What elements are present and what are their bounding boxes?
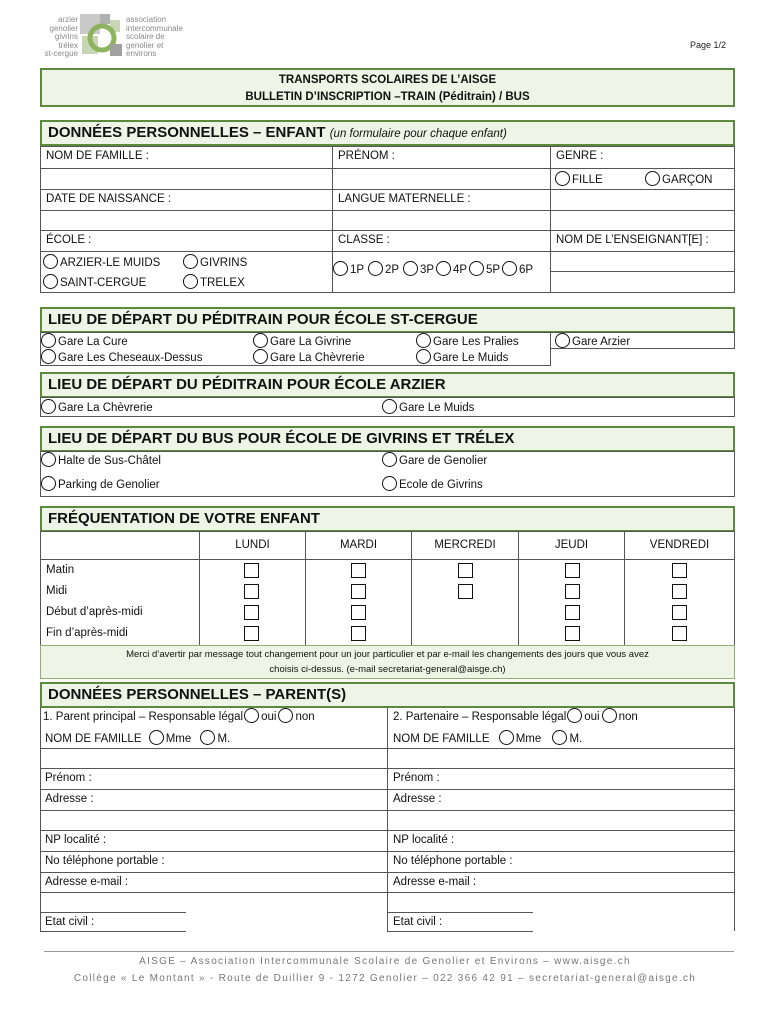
period-label: Midi xyxy=(46,585,68,597)
label: ÉCOLE : xyxy=(46,234,92,246)
radio-label: Gare Arzier xyxy=(572,336,631,348)
stcergue-option-arzier-cell xyxy=(550,332,735,349)
radio-circle-icon[interactable] xyxy=(368,261,383,276)
parent2-adresse[interactable]: Adresse : xyxy=(393,793,442,805)
checkbox-mercredi-midi[interactable] xyxy=(458,584,473,599)
arzier-options xyxy=(40,397,735,417)
checkbox-lundi-matin[interactable] xyxy=(244,563,259,578)
radio-label: Gare La Chèvrerie xyxy=(58,402,153,414)
title-line-2: BULLETIN D’INSCRIPTION –TRAIN (Péditrain) / BUS xyxy=(245,91,530,103)
label: GENRE : xyxy=(556,150,604,162)
radio-label: 6P xyxy=(519,264,534,276)
radio-label: oui xyxy=(584,711,600,723)
day-header: VENDREDI xyxy=(624,531,735,560)
radio-label: Gare Le Muids xyxy=(433,352,509,364)
radio-circle-icon[interactable] xyxy=(41,349,56,364)
parent1-prenom[interactable]: Prénom : xyxy=(45,772,92,784)
radio-gare-de-genolier[interactable] xyxy=(382,452,487,469)
radio-arzier[interactable] xyxy=(43,254,160,271)
radio-halte-sus-chatel[interactable] xyxy=(41,452,161,469)
radio-label: Ecole de Givrins xyxy=(399,479,483,491)
radio-circle-icon[interactable] xyxy=(149,730,164,745)
checkbox-lundi-fin-apres-midi[interactable] xyxy=(244,626,259,641)
checkbox-jeudi-matin[interactable] xyxy=(565,563,580,578)
radio-circle-icon[interactable] xyxy=(552,730,567,745)
radio-label: 4P xyxy=(453,264,468,276)
bus-options xyxy=(40,451,735,497)
radio-circle-icon[interactable] xyxy=(499,730,514,745)
frequency-corner-cell xyxy=(40,531,200,560)
radio-circle-icon[interactable] xyxy=(645,171,660,186)
radio-ecole-givrins[interactable] xyxy=(382,476,483,493)
grid-line xyxy=(518,559,519,646)
checkbox-mardi-midi[interactable] xyxy=(351,584,366,599)
radio-circle-icon[interactable] xyxy=(253,333,268,348)
radio-label: ARZIER-LE MUIDS xyxy=(60,257,161,269)
label: NOM DE FAMILLE : xyxy=(46,150,149,162)
radio-2p[interactable] xyxy=(368,261,399,278)
radio-gare-la-chevrerie[interactable] xyxy=(253,349,365,366)
footer-line-2: Collège « Le Montant » - Route de Duillier 9 - 1272 Genolier – 022 366 42 91 – secretariat-general@aisge.ch xyxy=(73,973,697,984)
radio-label: Gare La Cure xyxy=(58,336,128,348)
label: LANGUE MATERNELLE : xyxy=(338,193,471,205)
section-title: LIEU DE DÉPART DU PÉDITRAIN POUR ÉCOLE ARZIER xyxy=(48,376,446,393)
radio-circle-icon[interactable] xyxy=(555,171,570,186)
input-nom-famille[interactable] xyxy=(40,168,333,190)
label: 1. Parent principal – Responsable légal xyxy=(43,711,244,723)
logo-communes xyxy=(38,16,78,59)
footer-divider xyxy=(44,951,734,952)
radio-3p[interactable] xyxy=(403,261,434,278)
period-label: Fin d’après-midi xyxy=(46,627,128,639)
logo-text: st-cergue xyxy=(44,49,78,58)
radio-circle-icon[interactable] xyxy=(333,261,348,276)
radio-circle-icon[interactable] xyxy=(41,399,56,414)
logo-association xyxy=(126,16,206,59)
radio-circle-icon[interactable] xyxy=(416,333,431,348)
aisge-logo-mark xyxy=(80,14,124,58)
section-frequency-heading xyxy=(40,506,735,532)
radio-circle-icon[interactable] xyxy=(382,399,397,414)
checkbox-mardi-debut-apres-midi[interactable] xyxy=(351,605,366,620)
section-title: DONNÉES PERSONNELLES – ENFANT xyxy=(48,124,326,141)
label: DATE DE NAISSANCE : xyxy=(46,193,172,205)
radio-circle-icon[interactable] xyxy=(183,274,198,289)
section-parents-heading xyxy=(40,682,735,708)
input-date-naissance[interactable] xyxy=(40,210,333,231)
logo-text: givrins xyxy=(54,32,78,41)
genre-options xyxy=(550,168,735,190)
day-header: LUNDI xyxy=(199,531,306,560)
section-arzier-heading xyxy=(40,372,735,398)
radio-label: Gare Le Muids xyxy=(399,402,475,414)
field-ecole-label xyxy=(40,230,333,252)
row-line xyxy=(387,931,533,932)
parents-divider xyxy=(387,707,388,931)
radio-label: M. xyxy=(569,733,583,745)
checkbox-vendredi-matin[interactable] xyxy=(672,563,687,578)
period-labels xyxy=(40,559,200,646)
checkbox-lundi-debut-apres-midi[interactable] xyxy=(244,605,259,620)
radio-circle-icon[interactable] xyxy=(602,708,617,723)
input-prenom[interactable] xyxy=(332,168,551,190)
label: 2. Partenaire – Responsable légal xyxy=(393,711,567,723)
field-genre-label xyxy=(550,146,735,169)
radio-saint-cergue[interactable] xyxy=(43,274,146,291)
radio-label: Gare La Givrine xyxy=(270,336,352,348)
field-date-naissance-label xyxy=(40,189,333,211)
parent2-prenom[interactable]: Prénom : xyxy=(393,772,440,784)
checkbox-mardi-fin-apres-midi[interactable] xyxy=(351,626,366,641)
radio-label: TRELEX xyxy=(200,277,245,289)
radio-label: Parking de Genolier xyxy=(58,479,160,491)
input-enseignant-2[interactable] xyxy=(550,271,735,293)
section-title: LIEU DE DÉPART DU PÉDITRAIN POUR ÉCOLE ST-CERGUE xyxy=(48,311,478,328)
checkbox-mardi-matin[interactable] xyxy=(351,563,366,578)
radio-label: Mme xyxy=(515,733,542,745)
logo-text: association xyxy=(126,15,167,24)
radio-label: M. xyxy=(217,733,231,745)
parents-border-left xyxy=(40,707,41,931)
aisge-logo xyxy=(38,14,198,62)
parent1-nom-famille xyxy=(45,730,230,747)
parent1-telephone[interactable]: No téléphone portable : xyxy=(45,855,165,867)
checkbox-vendredi-debut-apres-midi[interactable] xyxy=(672,605,687,620)
page-number: Page 1/2 xyxy=(690,40,727,50)
radio-circle-icon[interactable] xyxy=(382,452,397,467)
logo-text: genolier et xyxy=(126,40,164,50)
radio-label: non xyxy=(618,711,638,723)
radio-circle-icon[interactable] xyxy=(41,476,56,491)
radio-gare-les-cheseaux[interactable] xyxy=(41,349,202,366)
radio-label: GARÇON xyxy=(662,174,713,186)
radio-circle-icon[interactable] xyxy=(502,261,517,276)
radio-arzier-la-chevrerie[interactable] xyxy=(41,399,153,416)
ecole-options xyxy=(40,251,333,293)
parent1-etat-civil[interactable]: Etat civil : xyxy=(45,916,95,928)
section-stcergue-heading xyxy=(40,307,735,333)
parent2-etat-civil[interactable]: Etat civil : xyxy=(393,916,443,928)
section-title: FRÉQUENTATION DE VOTRE ENFANT xyxy=(48,510,320,527)
checkbox-jeudi-fin-apres-midi[interactable] xyxy=(565,626,580,641)
radio-label: 2P xyxy=(385,264,400,276)
section-subtitle: (un formulaire pour chaque enfant) xyxy=(329,128,507,140)
empty-cell xyxy=(550,210,735,231)
radio-circle-icon[interactable] xyxy=(469,261,484,276)
label: CLASSE : xyxy=(338,234,390,246)
radio-circle-icon[interactable] xyxy=(244,708,259,723)
parent2-nom-famille xyxy=(393,730,582,747)
label: NOM DE FAMILLE xyxy=(393,733,490,745)
period-label: Matin xyxy=(46,564,75,576)
parents-border-right xyxy=(734,707,735,931)
radio-circle-icon[interactable] xyxy=(382,476,397,491)
frequency-note xyxy=(40,645,735,679)
radio-label: SAINT-CERGUE xyxy=(60,277,147,289)
radio-circle-icon[interactable] xyxy=(567,708,582,723)
logo-text: trélex xyxy=(58,40,78,50)
radio-label: Gare de Genolier xyxy=(399,455,488,467)
radio-label: Gare Les Cheseaux-Dessus xyxy=(58,352,203,364)
label: NOM DE L’ENSEIGNANT[E] : xyxy=(556,234,709,246)
radio-circle-icon[interactable] xyxy=(436,261,451,276)
footer-line-1: AISGE – Association Intercommunale Scolaire de Genolier et Environs – www.aisge.ch xyxy=(139,956,631,967)
day-header: MARDI xyxy=(305,531,412,560)
grid-line xyxy=(305,559,306,646)
grid-line xyxy=(411,559,412,646)
radio-givrins[interactable] xyxy=(183,254,247,271)
section-title: LIEU DE DÉPART DU BUS POUR ÉCOLE DE GIVRINS ET TRÉLEX xyxy=(48,430,515,447)
logo-text: environs xyxy=(126,49,157,58)
checkbox-jeudi-midi[interactable] xyxy=(565,584,580,599)
radio-label: non xyxy=(295,711,315,723)
radio-trelex[interactable] xyxy=(183,274,245,291)
radio-gare-la-givrine[interactable] xyxy=(253,333,351,350)
empty-cell xyxy=(550,189,735,211)
parent2-title xyxy=(393,708,638,725)
label: PRÉNOM : xyxy=(338,150,395,162)
checkbox-jeudi-debut-apres-midi[interactable] xyxy=(565,605,580,620)
checkbox-vendredi-midi[interactable] xyxy=(672,584,687,599)
stcergue-options xyxy=(40,332,551,366)
day-header: JEUDI xyxy=(518,531,625,560)
note-line: choisis ci-dessus. (e-mail secretariat-general@aisge.ch) xyxy=(269,664,506,675)
radio-label: Mme xyxy=(165,733,192,745)
radio-circle-icon[interactable] xyxy=(416,349,431,364)
checkbox-vendredi-fin-apres-midi[interactable] xyxy=(672,626,687,641)
parent1-adresse[interactable]: Adresse : xyxy=(45,793,94,805)
parent1-np-localite[interactable]: NP localité : xyxy=(45,834,107,846)
radio-fille[interactable] xyxy=(555,171,603,188)
logo-text: arzier xyxy=(57,15,78,24)
radio-circle-icon[interactable] xyxy=(43,254,58,269)
radio-label: Gare La Chèvrerie xyxy=(270,352,365,364)
form-title xyxy=(40,68,735,107)
row-line xyxy=(387,912,533,913)
radio-gare-la-cure[interactable] xyxy=(41,333,128,350)
section-bus-heading xyxy=(40,426,735,452)
radio-circle-icon[interactable] xyxy=(278,708,293,723)
radio-circle-icon[interactable] xyxy=(403,261,418,276)
radio-gare-arzier[interactable] xyxy=(555,333,630,349)
radio-circle-icon[interactable] xyxy=(43,274,58,289)
period-label: Début d’après-midi xyxy=(46,606,143,618)
row-line xyxy=(40,931,186,932)
logo-text: intercommunale xyxy=(126,23,183,33)
input-enseignant[interactable] xyxy=(550,251,735,272)
radio-label: oui xyxy=(261,711,277,723)
day-header: MERCREDI xyxy=(411,531,519,560)
parent2-np-localite[interactable]: NP localité : xyxy=(393,834,455,846)
radio-label: GIVRINS xyxy=(200,257,248,269)
radio-label: Halte de Sus-Châtel xyxy=(58,455,161,467)
radio-circle-icon[interactable] xyxy=(200,730,215,745)
field-classe-label xyxy=(332,230,551,252)
input-langue[interactable] xyxy=(332,210,551,231)
radio-circle-icon[interactable] xyxy=(253,349,268,364)
field-enseignant-label xyxy=(550,230,735,252)
section-child-heading xyxy=(40,120,735,146)
radio-gare-le-muids[interactable] xyxy=(416,349,508,366)
parent1-email[interactable]: Adresse e-mail : xyxy=(45,876,129,888)
radio-label: 3P xyxy=(420,264,435,276)
checkbox-lundi-midi[interactable] xyxy=(244,584,259,599)
checkbox-mercredi-matin[interactable] xyxy=(458,563,473,578)
radio-label: 5P xyxy=(486,264,501,276)
radio-5p[interactable] xyxy=(469,261,500,278)
note-line: Merci d’avertir par message tout changement pour un jour particulier et par e-mail les changements des jours que vous avez xyxy=(126,649,649,660)
radio-arzier-le-muids[interactable] xyxy=(382,399,474,416)
section-title: DONNÉES PERSONNELLES – PARENT(S) xyxy=(48,686,347,703)
grid-line xyxy=(624,559,625,646)
field-nom-famille-label xyxy=(40,146,333,169)
radio-garcon[interactable] xyxy=(645,171,712,188)
classe-options xyxy=(332,251,551,293)
logo-text: genolier xyxy=(49,23,78,33)
radio-circle-icon[interactable] xyxy=(183,254,198,269)
row-line xyxy=(40,912,186,913)
field-langue-label xyxy=(332,189,551,211)
radio-label: FILLE xyxy=(572,174,603,186)
logo-text: scolaire de xyxy=(126,32,165,41)
radio-label: Gare Les Pralies xyxy=(433,336,519,348)
label: NOM DE FAMILLE xyxy=(45,733,142,745)
radio-circle-icon[interactable] xyxy=(41,333,56,348)
radio-6p[interactable] xyxy=(502,261,533,278)
title-line-1: TRANSPORTS SCOLAIRES DE L’AISGE xyxy=(278,74,497,86)
radio-parking-genolier[interactable] xyxy=(41,476,160,493)
radio-circle-icon[interactable] xyxy=(41,452,56,467)
radio-label: 1P xyxy=(350,264,365,276)
radio-circle-icon[interactable] xyxy=(555,333,570,348)
parent2-email[interactable]: Adresse e-mail : xyxy=(393,876,477,888)
radio-1p[interactable] xyxy=(333,261,364,278)
parent2-telephone[interactable]: No téléphone portable : xyxy=(393,855,513,867)
field-prenom-label xyxy=(332,146,551,169)
parent1-title xyxy=(43,708,315,725)
radio-4p[interactable] xyxy=(436,261,467,278)
radio-gare-les-pralies[interactable] xyxy=(416,333,519,350)
